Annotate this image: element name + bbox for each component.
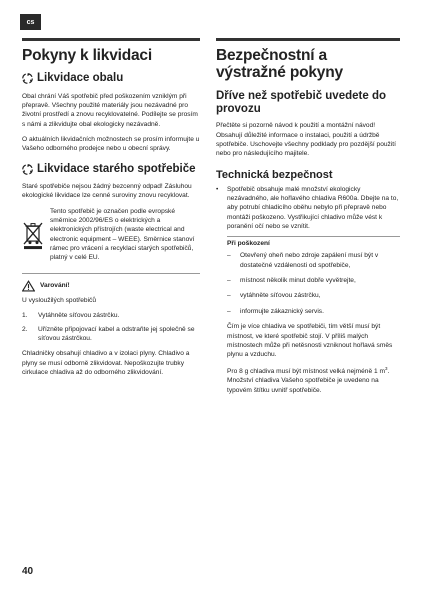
recycle-icon <box>22 73 33 84</box>
warning-label: Varování! <box>40 282 70 290</box>
page-number: 40 <box>22 566 34 577</box>
dash-text: vytáhněte síťovou zástrčku, <box>240 292 321 300</box>
step-number: 2. <box>22 325 28 333</box>
tech-bullet-text: Spotřebič obsahuje malé množství ekologicky nezávadného, ale hořlavého chladiva R600a. Dbejte na to, aby potrubí chladicího oběhu nebylo při přepravě nebo montáži poškozeno. Vystřikující chladivo může vést k poranění očí nebo se vznítit. <box>227 185 399 231</box>
list-item: – Otevřený oheň nebo zdroje zapálení musí být v dostatečné vzdálenosti od spotřebiče, <box>227 251 400 270</box>
warning-icon <box>22 280 35 292</box>
packaging-heading: Likvidace obalu <box>37 72 124 85</box>
warning-outro: Chladničky obsahují chladivo a v izolaci plyny. Chladivo a plyny se musí odborně zlikvidovat. Nepoškozujte trubky cirkulace chladiva až do odborného zlikvidování. <box>22 350 190 376</box>
list-item: – místnost několik minut dobře vyvětrejte, <box>227 277 356 285</box>
dash-text: místnost několik minut dobře vyvětrejte, <box>240 277 356 285</box>
before-use-heading: Dříve než spotřebič uvedete do provozu <box>216 89 386 115</box>
before-use-text: Přečtěte si pozorně návod k použití a montážní návod! Obsahují důležité informace o instalaci, použití a údržbě spotřebiče. Uschovejte všechny podklady pro pozdější použití nebo pro následujícího majitele. <box>216 122 396 158</box>
tech-bullet <box>216 185 400 232</box>
crossed-bin-icon <box>22 207 44 263</box>
packaging-heading-row <box>22 72 200 85</box>
dash-text: informujte zákaznický servis. <box>240 307 324 315</box>
old-appliance-heading: Likvidace starého spotřebiče <box>37 162 196 175</box>
list-item <box>22 311 200 320</box>
weee-block <box>22 207 200 263</box>
disposal-title: Pokyny k likvidaci <box>22 47 152 64</box>
left-column <box>22 38 200 383</box>
damage-block <box>216 236 400 395</box>
packaging-para-1: Obal chrání Váš spotřebič před poškozením vzniklým při přepravě. Všechny použité materiály jsou nezávadné pro životní prostředí a znovu recyklovatelné. Podílejte se prosím s námi a zlikvidujte obal ekologicky nezávadně. <box>22 92 198 128</box>
old-appliance-heading-row <box>22 163 200 176</box>
list-item: – vytáhněte síťovou zástrčku, <box>227 292 321 300</box>
step-text: Uřízněte připojovací kabel a odstraňte jej společně se síťovou zástrčkou. <box>38 325 195 342</box>
warning-row <box>22 273 200 292</box>
weee-text: Tento spotřebič je označen podle evropské směrnice 2002/96/ES o elektrických a elektronických přístrojích (waste electrical and electronic equipment – WEEE). Směrnice stanoví rámec pro vrácení a recyklaci starých spotřebičů, platný v celé EU. <box>50 207 195 262</box>
bullet-dot: • <box>216 185 219 193</box>
tech-safety-heading: Technická bezpečnost <box>216 168 333 181</box>
packaging-para-2: O aktuálních likvidačních možnostech se prosím informujte u Vašeho odborného prodejce nebo u obecní správy. <box>22 136 200 153</box>
room-size-para: Čím je více chladiva ve spotřebiči, tím větší musí být místnost, ve které spotřebič stojí. V příliš malých místnostech může při netěsnosti vzniknout hořlavá směs plynu a vzduchu. <box>227 323 393 359</box>
safety-title: Bezpečnostní a výstražné pokyny <box>216 47 343 82</box>
step-number: 1. <box>22 312 28 320</box>
warning-intro: U vysloužilých spotřebičů <box>22 296 97 304</box>
damage-label: Při poškození <box>227 236 400 247</box>
step-text: Vytáhněte síťovou zástrčku. <box>38 312 120 320</box>
warning-steps <box>22 311 200 343</box>
recycle-icon <box>22 164 33 175</box>
refrigerant-amount-para: Pro 8 g chladiva musí být místnost velká nejméně 1 $m^3$. Množství chladiva Vašeho spotřebiče je uvedeno na typovém štítku uvnitř spotřebiče. <box>227 365 390 394</box>
dash-text: Otevřený oheň nebo zdroje zapálení musí být v dostatečné vzdálenosti od spotřebiče, <box>240 252 379 269</box>
list-item: – informujte zákaznický servis. <box>227 307 324 315</box>
list-item <box>22 325 200 344</box>
right-column <box>216 38 400 401</box>
old-appliance-para-1: Staré spotřebiče nejsou žádný bezcenný odpad! Zásluhou ekologické likvidace lze cenné suroviny znovu recyklovat. <box>22 182 192 200</box>
right-top-rule <box>216 38 400 41</box>
language-tab: cs <box>20 14 41 30</box>
left-top-rule <box>22 38 200 41</box>
